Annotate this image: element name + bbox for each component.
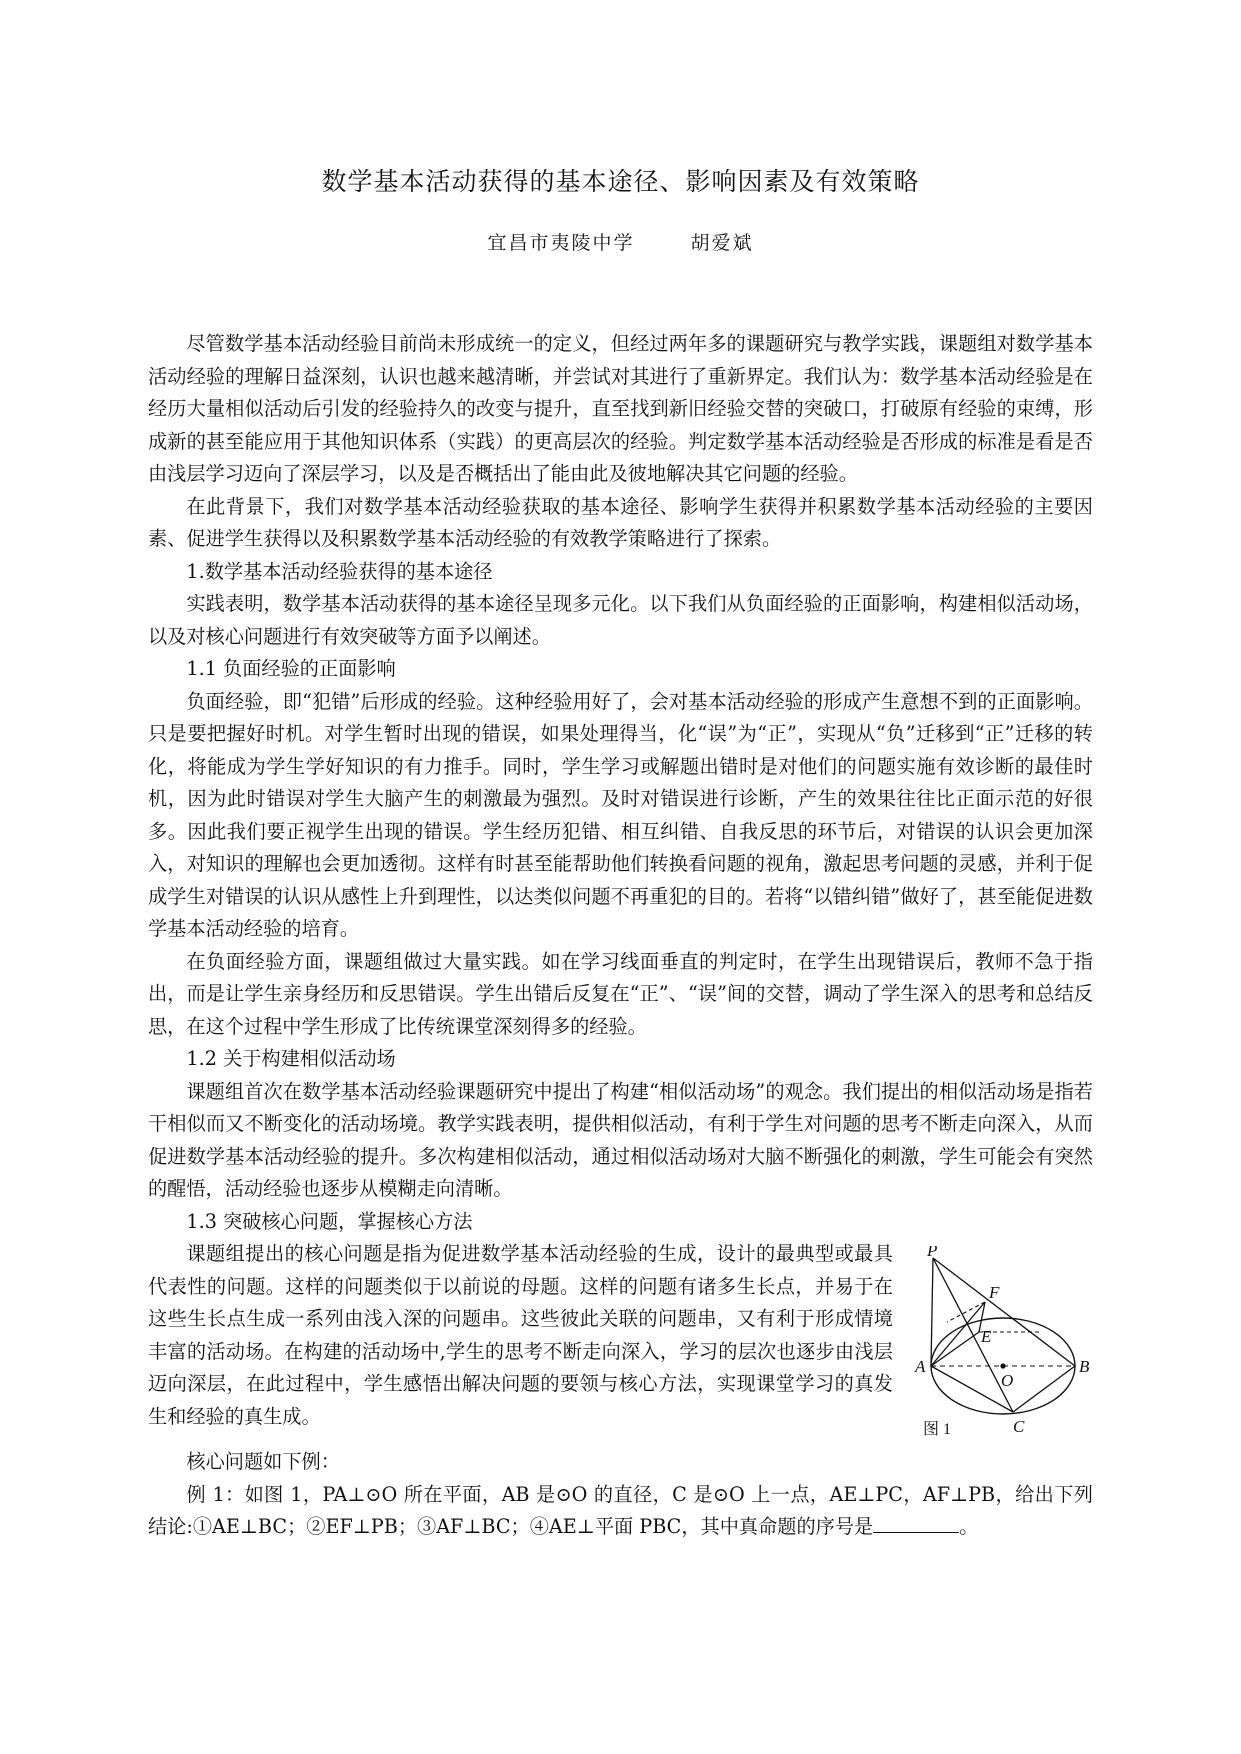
label-p: P [927,1246,938,1260]
geometry-figure [901,1246,1091,1446]
paragraph: 实践表明，数学基本活动获得的基本途径呈现多元化。以下我们从负面经验的正面影响，构建相似活动场，以及对核心问题进行有效突破等方面予以阐述。 [148,592,1093,648]
paragraph-with-figure [148,1238,1093,1446]
paragraph: 课题组提出的核心问题是指为促进数学基本活动经验的生成，设计的最典型或最具代表性的问题。这样的问题类似于以前说的母题。这样的问题有诸多生长点，并易于在这些生长点生成一系列由浅入深的问题串。这些彼此关联的问题串，又有利于形成情境丰富的活动场。在构建的活动场中,学生的思考不断走向深入，学习的层次也逐步由浅层迈向深层，在此过程中，学生感悟出解决问题的要领与核心方法，实现课堂学习的真发生和经验的真生成。 [148,1242,893,1428]
paragraph: 在此背景下，我们对数学基本活动经验获取的基本途径、影响学生获得并积累数学基本活动经验的主要因素、促进学生获得以及积累数学基本活动经验的有效教学策略进行了探索。 [148,494,1093,550]
edge-pa [931,1258,933,1366]
paragraph: 尽管数学基本活动经验目前尚未形成统一的定义，但经过两年多的课题研究与教学实践，课题组对数学基本活动经验的理解日益深刻，认识也越来越清晰，并尝试对其进行了重新界定。我们认为：数学基本活动经验是在经历大量相似活动后引发的经验持久的改变与提升，直至找到新旧经验交替的突破口，打破原有经验的束缚，形成新的甚至能应用于其他知识体系（实践）的更高层次的经验。判定数学基本活动经验是否形成的标准是看是否由浅层学习迈向了深层学习，以及是否概括出了能由此及彼地解决其它问题的经验。 [148,332,1093,485]
label-o: O [1001,1371,1014,1390]
paragraph: 课题组首次在数学基本活动经验课题研究中提出了构建“相似活动场”的观念。我们提出的相似活动场是指若干相似而又不断变化的活动场境。教学实践表明，提供相似活动，有利于学生对问题的思考不断走向深入，从而促进数学基本活动经验的提升。多次构建相似活动，通过相似活动场对大脑不断强化的刺激，学生可能会有突然的醒悟，活动经验也逐步从模糊走向清晰。 [148,1079,1093,1200]
author-name: 胡爱斌 [690,232,754,254]
subsection-heading: 1.1 负面经验的正面影响 [186,657,396,680]
paragraph: 在负面经验方面，课题组做过大量实践。如在学习线面垂直的判定时，在学生出现错误后，教师不急于指出，而是让学生亲身经历和反思错误。学生出错后反复在“正”、“误”间的交替，调动了学生深入的思考和总结反思，在这个过程中学生形成了比传统课堂深刻得多的经验。 [148,949,1093,1038]
figure-caption: 图 1 [923,1421,952,1438]
page-title: 数学基本活动获得的基本途径、影响因素及有效策略 [321,167,920,196]
label-c: C [1013,1417,1025,1436]
subsection-heading: 1.3 突破核心问题，掌握核心方法 [186,1209,473,1233]
figure-1-diagram [901,1246,1091,1446]
label-a: A [915,1357,926,1376]
article-body [148,328,1093,1544]
author-school: 宜昌市夷陵中学 [487,232,635,254]
label-f: F [989,1283,1000,1302]
label-b: B [1079,1357,1090,1376]
subsection-heading: 1.2 关于构建相似活动场 [186,1047,396,1070]
center-point [1000,1363,1005,1368]
paragraph: 负面经验，即“犯错”后形成的经验。这种经验用好了，会对基本活动经验的形成产生意想不到的正面影响。只是要把握好时机。对学生暂时出现的错误，如果处理得当，化“误”为“正”，实现从“负”迁移到“正”迁移的转化，将能成为学生学好知识的有力推手。同时，学生学习或解题出错时是对他们的问题实施有效诊断的最佳时机，因为此时错误对学生大脑产生的刺激最为强烈。及时对错误进行诊断，产生的效果往往比正面示范的好很多。因此我们要正视学生出现的错误。学生经历犯错、相互纠错、自我反思的环节后，对错误的认识会更加深入，对知识的理解也会更加透彻。这样有时甚至能帮助他们转换看问题的视角，激起思考问题的灵感，并利于促成学生对错误的认识从感性上升到理性，以达类似问题不再重犯的目的。若将“以错纠错”做好了，甚至能促进数学基本活动经验的培育。 [148,689,1093,940]
example-text: 例 1：如图 1，PA⊥⊙O 所在平面，AB 是⊙O 的直径，C 是⊙O 上一点，AE⊥PC，AF⊥PB，给出下列结论:①AE⊥BC；②EF⊥PB；③AF⊥BC；④AE⊥平面 PBC，其中真命题的序号是 [148,1482,1093,1538]
example-end: 。 [959,1515,979,1538]
section-heading: 1.数学基本活动经验获得的基本途径 [186,559,493,583]
paragraph: 核心问题如下例： [186,1450,340,1473]
answer-blank [873,1512,959,1533]
author-byline [0,228,1241,255]
example-problem [148,1479,1093,1544]
dashed-f [947,1302,985,1322]
label-e: E [981,1327,992,1346]
